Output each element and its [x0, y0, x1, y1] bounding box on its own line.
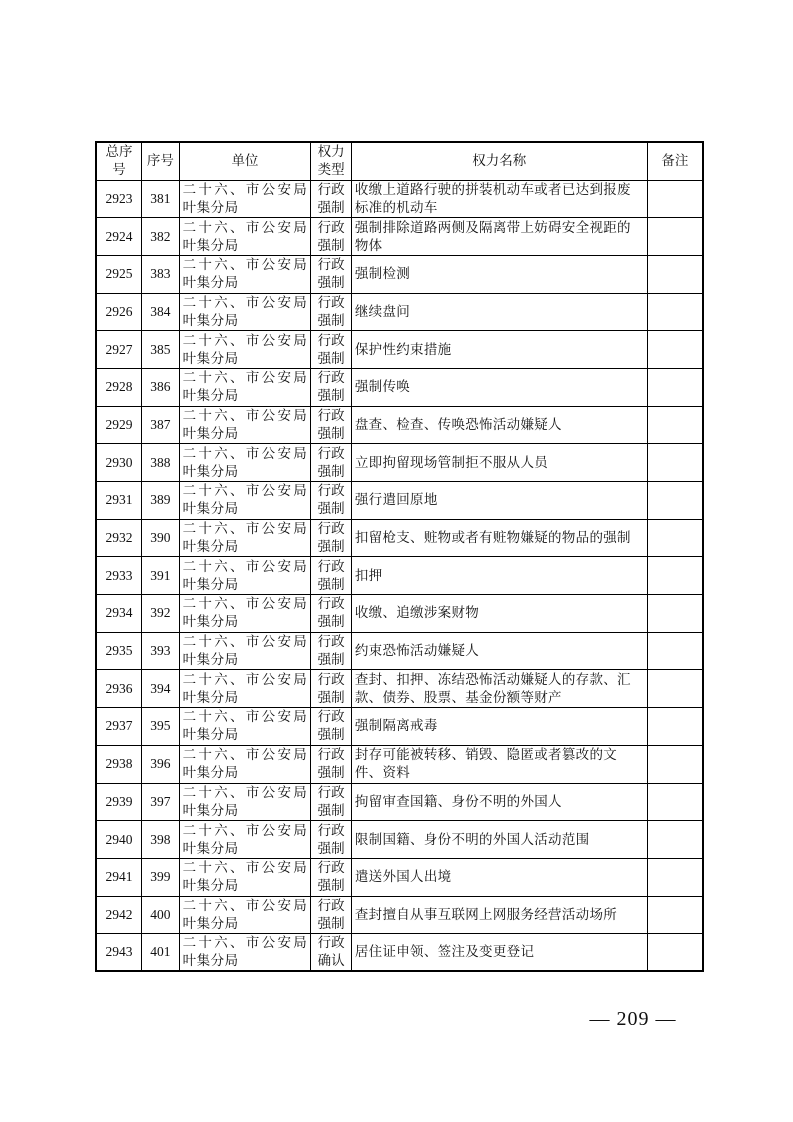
page-number: — 209 —: [589, 1008, 677, 1030]
cell-total-number: 2924: [96, 218, 142, 256]
header-note: 备注: [647, 142, 703, 180]
cell-power-name: 立即拘留现场管制拒不服从人员: [351, 444, 647, 482]
cell-total-number: 2935: [96, 632, 142, 670]
cell-total-number: 2923: [96, 180, 142, 218]
cell-total-number: 2937: [96, 708, 142, 746]
cell-note: [647, 293, 703, 331]
cell-sequence-number: 383: [142, 255, 179, 293]
cell-total-number: 2943: [96, 934, 142, 972]
cell-sequence-number: 396: [142, 745, 179, 783]
cell-unit: 二十六、市公安局叶集分局: [179, 934, 311, 972]
cell-power-type: 行政强制: [311, 368, 352, 406]
cell-power-type: 行政强制: [311, 293, 352, 331]
cell-power-type: 行政强制: [311, 821, 352, 859]
cell-unit: 二十六、市公安局叶集分局: [179, 708, 311, 746]
table-row: [96, 934, 703, 972]
cell-unit: 二十六、市公安局叶集分局: [179, 180, 311, 218]
table-row: [96, 632, 703, 670]
cell-sequence-number: 386: [142, 368, 179, 406]
cell-total-number: 2928: [96, 368, 142, 406]
cell-power-name: 强行遣回原地: [351, 482, 647, 520]
cell-unit: 二十六、市公安局叶集分局: [179, 896, 311, 934]
cell-note: [647, 708, 703, 746]
cell-note: [647, 896, 703, 934]
cell-note: [647, 444, 703, 482]
table-row: [96, 858, 703, 896]
cell-note: [647, 821, 703, 859]
cell-unit: 二十六、市公安局叶集分局: [179, 783, 311, 821]
cell-total-number: 2926: [96, 293, 142, 331]
table-header-row: [96, 142, 703, 180]
cell-power-type: 行政强制: [311, 670, 352, 708]
cell-power-type: 行政强制: [311, 595, 352, 633]
cell-power-name: 限制国籍、身份不明的外国人活动范围: [351, 821, 647, 859]
cell-note: [647, 180, 703, 218]
cell-sequence-number: 385: [142, 331, 179, 369]
cell-unit: 二十六、市公安局叶集分局: [179, 670, 311, 708]
cell-power-type: 行政强制: [311, 406, 352, 444]
cell-power-name: 继续盘问: [351, 293, 647, 331]
cell-power-type: 行政强制: [311, 896, 352, 934]
table-row: [96, 745, 703, 783]
cell-power-type: 行政强制: [311, 218, 352, 256]
header-unit: 单位: [179, 142, 311, 180]
table-row: [96, 595, 703, 633]
cell-sequence-number: 401: [142, 934, 179, 972]
header-sequence-number: 序号: [142, 142, 179, 180]
cell-total-number: 2931: [96, 482, 142, 520]
cell-sequence-number: 381: [142, 180, 179, 218]
table-row: [96, 255, 703, 293]
cell-power-type: 行政强制: [311, 331, 352, 369]
cell-unit: 二十六、市公安局叶集分局: [179, 821, 311, 859]
cell-unit: 二十六、市公安局叶集分局: [179, 858, 311, 896]
cell-power-type: 行政强制: [311, 858, 352, 896]
cell-note: [647, 934, 703, 972]
cell-sequence-number: 382: [142, 218, 179, 256]
cell-unit: 二十六、市公安局叶集分局: [179, 331, 311, 369]
table-row: [96, 180, 703, 218]
cell-sequence-number: 394: [142, 670, 179, 708]
cell-unit: 二十六、市公安局叶集分局: [179, 482, 311, 520]
cell-unit: 二十六、市公安局叶集分局: [179, 368, 311, 406]
cell-power-name: 收缴、追缴涉案财物: [351, 595, 647, 633]
table-row: [96, 519, 703, 557]
cell-sequence-number: 389: [142, 482, 179, 520]
cell-power-name: 强制传唤: [351, 368, 647, 406]
cell-unit: 二十六、市公安局叶集分局: [179, 519, 311, 557]
cell-note: [647, 406, 703, 444]
cell-power-type: 行政强制: [311, 255, 352, 293]
cell-total-number: 2925: [96, 255, 142, 293]
table-row: [96, 368, 703, 406]
table-row: [96, 821, 703, 859]
cell-unit: 二十六、市公安局叶集分局: [179, 406, 311, 444]
cell-total-number: 2932: [96, 519, 142, 557]
cell-power-type: 行政强制: [311, 783, 352, 821]
cell-sequence-number: 395: [142, 708, 179, 746]
cell-note: [647, 218, 703, 256]
cell-unit: 二十六、市公安局叶集分局: [179, 255, 311, 293]
cell-sequence-number: 392: [142, 595, 179, 633]
table-row: [96, 896, 703, 934]
cell-total-number: 2942: [96, 896, 142, 934]
cell-sequence-number: 388: [142, 444, 179, 482]
cell-power-name: 扣留枪支、赃物或者有赃物嫌疑的物品的强制: [351, 519, 647, 557]
cell-power-type: 行政强制: [311, 557, 352, 595]
cell-power-type: 行政强制: [311, 444, 352, 482]
cell-power-type: 行政强制: [311, 708, 352, 746]
cell-note: [647, 519, 703, 557]
table-body: [96, 180, 703, 971]
cell-power-name: 遣送外国人出境: [351, 858, 647, 896]
cell-power-name: 拘留审查国籍、身份不明的外国人: [351, 783, 647, 821]
cell-sequence-number: 399: [142, 858, 179, 896]
cell-total-number: 2930: [96, 444, 142, 482]
cell-note: [647, 557, 703, 595]
table-row: [96, 708, 703, 746]
cell-total-number: 2929: [96, 406, 142, 444]
cell-power-name: 保护性约束措施: [351, 331, 647, 369]
cell-total-number: 2941: [96, 858, 142, 896]
table-row: [96, 670, 703, 708]
cell-unit: 二十六、市公安局叶集分局: [179, 595, 311, 633]
cell-sequence-number: 398: [142, 821, 179, 859]
cell-total-number: 2927: [96, 331, 142, 369]
cell-power-type: 行政强制: [311, 745, 352, 783]
cell-power-type: 行政确认: [311, 934, 352, 972]
cell-power-type: 行政强制: [311, 519, 352, 557]
cell-note: [647, 595, 703, 633]
cell-note: [647, 745, 703, 783]
cell-power-name: 强制检测: [351, 255, 647, 293]
cell-power-type: 行政强制: [311, 180, 352, 218]
cell-unit: 二十六、市公安局叶集分局: [179, 632, 311, 670]
cell-note: [647, 331, 703, 369]
table-row: [96, 783, 703, 821]
cell-power-name: 扣押: [351, 557, 647, 595]
cell-power-name: 查封擅自从事互联网上网服务经营活动场所: [351, 896, 647, 934]
cell-sequence-number: 400: [142, 896, 179, 934]
cell-note: [647, 632, 703, 670]
cell-unit: 二十六、市公安局叶集分局: [179, 218, 311, 256]
table-row: [96, 557, 703, 595]
cell-unit: 二十六、市公安局叶集分局: [179, 745, 311, 783]
header-power-name: 权力名称: [351, 142, 647, 180]
cell-total-number: 2933: [96, 557, 142, 595]
cell-note: [647, 368, 703, 406]
cell-total-number: 2939: [96, 783, 142, 821]
cell-unit: 二十六、市公安局叶集分局: [179, 444, 311, 482]
cell-total-number: 2934: [96, 595, 142, 633]
table-row: [96, 218, 703, 256]
cell-note: [647, 255, 703, 293]
cell-unit: 二十六、市公安局叶集分局: [179, 557, 311, 595]
cell-power-name: 盘查、检查、传唤恐怖活动嫌疑人: [351, 406, 647, 444]
cell-note: [647, 670, 703, 708]
cell-power-name: 收缴上道路行驶的拼装机动车或者已达到报废标准的机动车: [351, 180, 647, 218]
cell-power-type: 行政强制: [311, 632, 352, 670]
cell-power-name: 封存可能被转移、销毁、隐匿或者篡改的文件、资料: [351, 745, 647, 783]
cell-total-number: 2936: [96, 670, 142, 708]
cell-sequence-number: 387: [142, 406, 179, 444]
header-total-number: 总序号: [96, 142, 142, 180]
cell-note: [647, 858, 703, 896]
table-row: [96, 482, 703, 520]
cell-note: [647, 783, 703, 821]
cell-sequence-number: 397: [142, 783, 179, 821]
cell-power-name: 强制隔离戒毒: [351, 708, 647, 746]
table-row: [96, 406, 703, 444]
cell-unit: 二十六、市公安局叶集分局: [179, 293, 311, 331]
power-list-table: [95, 141, 704, 972]
table-row: [96, 293, 703, 331]
cell-power-name: 约束恐怖活动嫌疑人: [351, 632, 647, 670]
cell-sequence-number: 391: [142, 557, 179, 595]
table-row: [96, 444, 703, 482]
header-power-type: 权力类型: [311, 142, 352, 180]
cell-sequence-number: 393: [142, 632, 179, 670]
cell-note: [647, 482, 703, 520]
cell-power-name: 查封、扣押、冻结恐怖活动嫌疑人的存款、汇款、债券、股票、基金份额等财产: [351, 670, 647, 708]
cell-sequence-number: 384: [142, 293, 179, 331]
cell-power-type: 行政强制: [311, 482, 352, 520]
table-row: [96, 331, 703, 369]
cell-total-number: 2938: [96, 745, 142, 783]
cell-power-name: 居住证申领、签注及变更登记: [351, 934, 647, 972]
cell-power-name: 强制排除道路两侧及隔离带上妨碍安全视距的物体: [351, 218, 647, 256]
cell-sequence-number: 390: [142, 519, 179, 557]
cell-total-number: 2940: [96, 821, 142, 859]
